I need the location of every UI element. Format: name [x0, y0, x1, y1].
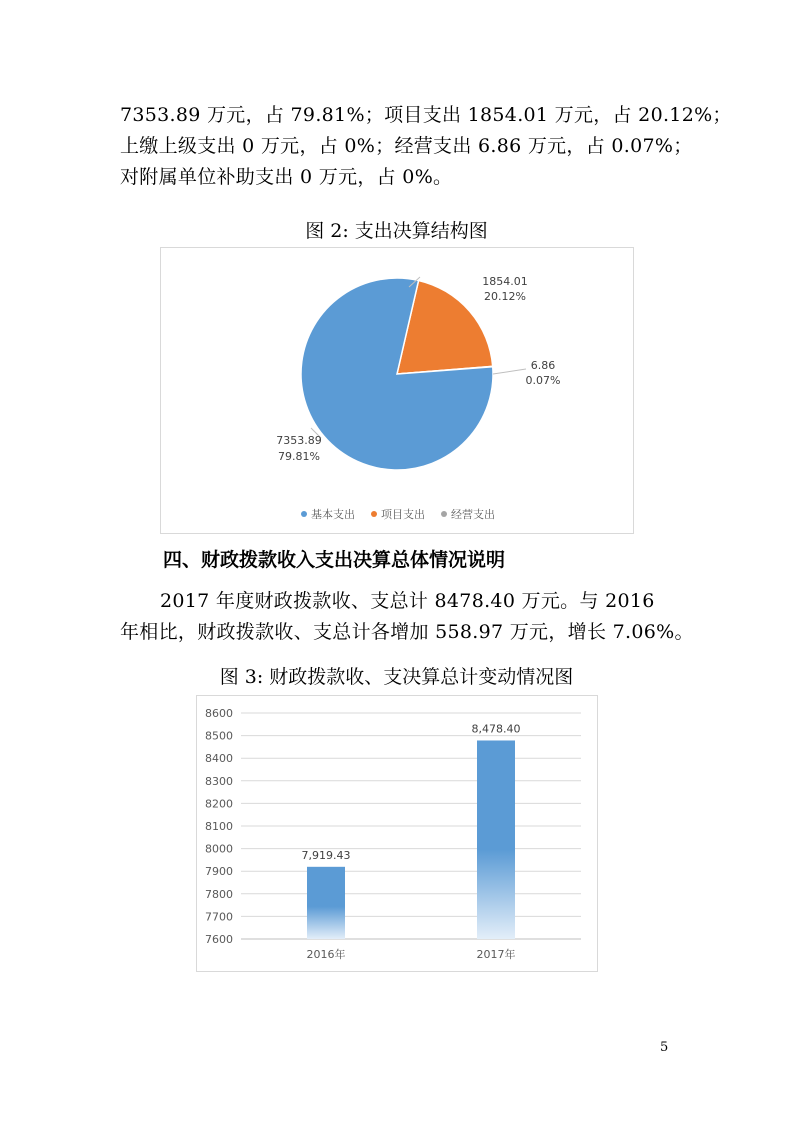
pie-percent-label-operating: 0.07% — [525, 374, 561, 387]
bar-value-label: 8,478.40 — [471, 722, 521, 736]
bar-y-tick-label: 7800 — [205, 887, 233, 901]
bar-y-tick-label: 7600 — [205, 933, 233, 946]
legend-label-basic: 基本支出 — [311, 508, 355, 521]
page-number: 5 — [660, 1040, 669, 1055]
figure3-caption: 图 3: 财政拨款收、支决算总计变动情况图 — [219, 666, 574, 688]
bar-y-tick-label: 8100 — [205, 820, 233, 833]
bar-2016年 — [307, 867, 345, 939]
bar-category-label: 2016年 — [306, 948, 346, 961]
bar-y-tick-label: 7900 — [205, 865, 233, 879]
intro-line-3: 对附属单位补助支出 0 万元，占 0%。 — [120, 166, 453, 188]
pie-value-label-project: 1854.01 — [482, 275, 528, 288]
legend-marker-operating — [441, 511, 447, 517]
bar-y-tick-label: 8200 — [205, 797, 233, 811]
section-heading: 四、财政拨款收入支出决算总体情况说明 — [163, 549, 506, 571]
bar-y-tick-label: 8300 — [205, 774, 233, 788]
pie-percent-label-basic: 79.81% — [278, 450, 320, 463]
legend-label-operating: 经营支出 — [451, 508, 495, 521]
section-line-1: 2017 年度财政拨款收、支总计 8478.40 万元。与 2016 — [160, 590, 655, 612]
legend-marker-project — [371, 511, 377, 517]
bar-y-tick-label: 7700 — [205, 910, 233, 924]
bar-value-label: 7,919.43 — [301, 848, 351, 862]
pie-chart — [161, 248, 633, 533]
pie-percent-label-project: 20.12% — [484, 290, 526, 303]
pie-value-label-operating: 6.86 — [530, 359, 556, 372]
bar-y-tick-label: 8400 — [205, 752, 233, 766]
pie-chart-frame — [160, 247, 634, 534]
bar-y-tick-label: 8600 — [205, 707, 233, 720]
intro-line-2: 上缴上级支出 0 万元，占 0%；经营支出 6.86 万元，占 0.07%； — [120, 135, 693, 157]
pie-leader-line-operating — [493, 369, 526, 374]
bar-category-label: 2017年 — [476, 948, 516, 961]
legend-marker-basic — [301, 511, 307, 517]
bar-y-tick-label: 8500 — [205, 729, 233, 743]
bar-chart — [197, 696, 597, 971]
bar-2017年 — [477, 740, 515, 939]
bar-chart-frame — [196, 695, 598, 972]
bar-y-tick-label: 8000 — [205, 842, 233, 856]
figure2-caption: 图 2: 支出决算结构图 — [305, 220, 488, 242]
section-line-2: 年相比，财政拨款收、支总计各增加 558.97 万元，增长 7.06%。 — [120, 621, 694, 643]
pie-value-label-basic: 7353.89 — [276, 434, 322, 447]
legend-label-project: 项目支出 — [381, 508, 425, 521]
intro-line-1: 7353.89 万元，占 79.81%；项目支出 1854.01 万元，占 20.12%； — [120, 104, 732, 126]
